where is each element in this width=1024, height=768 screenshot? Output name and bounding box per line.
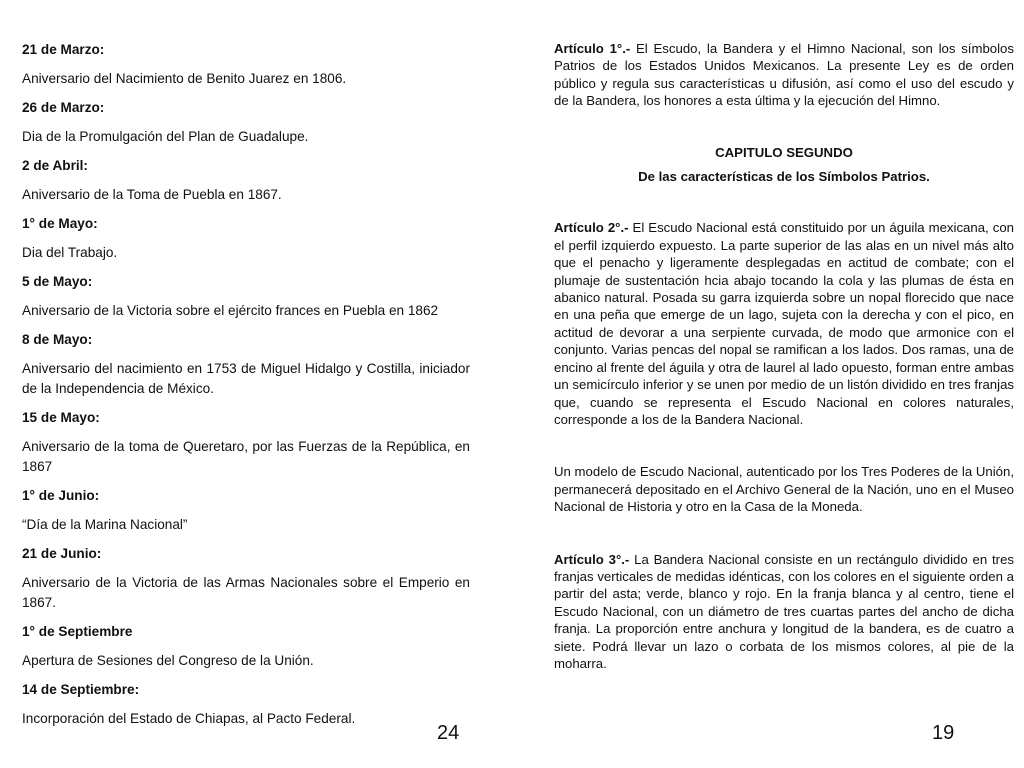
article-2 xyxy=(554,219,1014,428)
article-text: El Escudo, la Bandera y el Himno Nacional, son los símbolos Patrios de los Estados Unidos Mexicanos. La presente Ley es de orden público y regula sus características u difusión, así como el uso del escudo y de la Bandera, los honores a esta última y la ejecución del Himno. xyxy=(554,41,1014,109)
event-date: 21 de Junio: xyxy=(22,546,102,561)
event-date: 5 de Mayo: xyxy=(22,274,93,289)
page-number: 19 xyxy=(932,722,955,744)
page-number: 24 xyxy=(437,722,460,744)
chapter-title: CAPITULO SEGUNDO xyxy=(715,144,853,160)
commemorative-dates-list xyxy=(22,40,470,738)
event-item xyxy=(22,544,470,613)
event-date: 8 de Mayo: xyxy=(22,332,93,347)
event-item xyxy=(22,330,470,399)
event-description: Aniversario de la Toma de Puebla en 1867. xyxy=(22,187,282,202)
event-date: 1° de Junio: xyxy=(22,488,100,503)
event-description: Apertura de Sesiones del Congreso de la Unión. xyxy=(22,653,314,668)
event-date: 1° de Septiembre xyxy=(22,624,133,639)
event-date: 14 de Septiembre: xyxy=(22,682,140,697)
event-description: Aniversario del nacimiento en 1753 de Miguel Hidalgo y Costilla, iniciador de la Independencia de México. xyxy=(22,361,470,396)
event-description: Dia del Trabajo. xyxy=(22,245,118,260)
chapter-subtitle: De las características de los Símbolos Patrios. xyxy=(638,169,930,185)
event-item xyxy=(22,622,470,671)
article-label: Artículo 1°.- xyxy=(554,41,631,56)
article-label: Artículo 3°.- xyxy=(554,551,630,567)
event-item xyxy=(22,156,470,205)
event-date: 21 de Marzo: xyxy=(22,42,105,57)
event-description: Aniversario de la Victoria sobre el ejército frances en Puebla en 1862 xyxy=(22,303,439,318)
right-page xyxy=(512,0,1024,768)
event-date: 2 de Abril: xyxy=(22,158,88,173)
law-articles xyxy=(554,40,1014,672)
event-item xyxy=(22,40,470,89)
article-text: La Bandera Nacional consiste en un rectángulo dividido en tres franjas verticales de medidas idénticas, con los colores en el siguiente orden a partir del asta; verde, blanco y rojo. En la franja blanca y al centro, tiene el Escudo Nacional, con un diámetro de tres cuartas partes del ancho de dicha franja. La proporción entre anchura y longitud de la bandera, es de cuatro a siete. Podrá llevar un lazo o corbata de los mismos colores, al pie de la moharra. xyxy=(554,551,1014,671)
event-description: “Día de la Marina Nacional” xyxy=(22,517,188,532)
article-text: El Escudo Nacional está constituido por un águila mexicana, con el perfil izquierdo expuesto. La parte superior de las alas en un nivel más alto que el penacho y ligeramente desplegadas en actitud de combate; con el plumaje de sustentación hcia abajo tocando la cola y las plumas de ésta en abanico natural. Posada su garra izquierda sobre un nopal florecido que nace en una peña que emerge de un lago, sujeta con la derecha y con el pico, en actitud de devorar a una serpiente curvada, de modo que armonice con el conjunto. Varias pencas del nopal se ramifican a los lados. Dos ramas, una de encino al frente del águila y otra de laurel al lado opuesto, forman entre ambas un semicírculo inferior y se unen por medio de un listón dividido en tres franjas que, cuando se representa el Escudo Nacional en colores naturales, corresponde a los de la Bandera Nacional. xyxy=(554,220,1014,427)
event-date: 15 de Mayo: xyxy=(22,410,100,425)
event-item xyxy=(22,680,470,729)
event-date: 26 de Marzo: xyxy=(22,100,105,115)
event-description: Aniversario de la Victoria de las Armas Nacionales sobre el Emperio en 1867. xyxy=(22,575,470,610)
event-description: Dia de la Promulgación del Plan de Guadalupe. xyxy=(22,129,309,144)
event-item xyxy=(22,272,470,321)
event-description: Incorporación del Estado de Chiapas, al Pacto Federal. xyxy=(22,711,356,726)
article-3 xyxy=(554,551,1014,673)
event-item xyxy=(22,486,470,535)
article-label: Artículo 2°.- xyxy=(554,220,629,236)
model-paragraph: Un modelo de Escudo Nacional, autenticado por los Tres Poderes de la Unión, permanecerá depositado en el Archivo General de la Nación, uno en el Museo Nacional de Historia y otro en la Casa de la Moneda. xyxy=(554,464,1014,515)
event-description: Aniversario del Nacimiento de Benito Juarez en 1806. xyxy=(22,71,347,86)
event-item xyxy=(22,98,470,147)
event-item xyxy=(22,214,470,263)
article-1 xyxy=(554,40,1014,110)
event-date: 1° de Mayo: xyxy=(22,216,98,231)
event-description: Aniversario de la toma de Queretaro, por las Fuerzas de la República, en 1867 xyxy=(22,439,470,474)
event-item xyxy=(22,408,470,477)
